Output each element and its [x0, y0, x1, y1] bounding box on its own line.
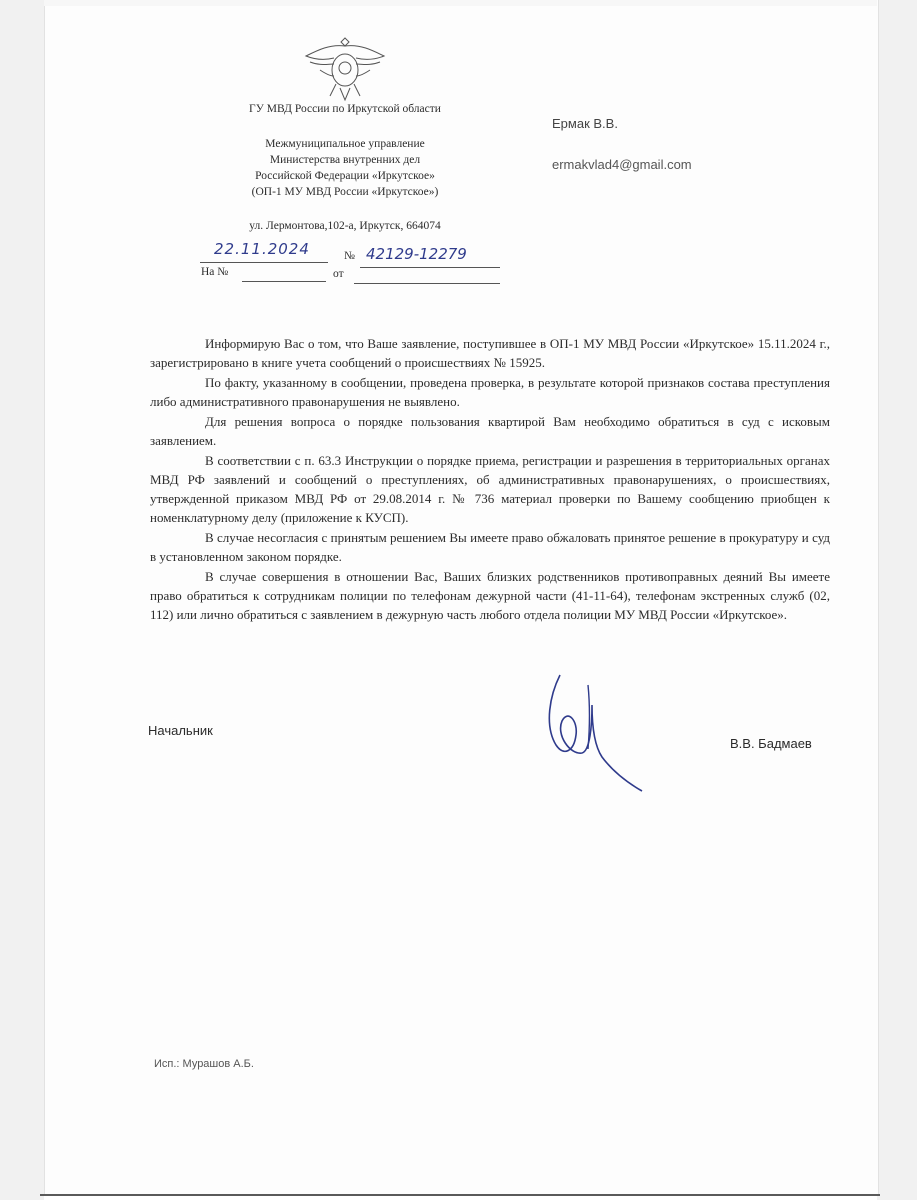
handwritten-number: 42129-12279 [366, 245, 467, 263]
reference-date-label: от [333, 268, 344, 280]
paragraph-instruction: В соответствии с п. 63.3 Инструкции о порядке приема, регистрации и разрешения в территориальных органах МВД РФ заявлений и сообщений о преступлениях, об административных правонарушениях, о происшествиях, утвержденной приказом МВД РФ от 29.08.2014 г. № 736 материал проверки по Вашему сообщению приобщен к номенклатурному делу (приложение к КУСП). [150, 453, 830, 525]
number-underline [360, 267, 500, 268]
right-margin [877, 0, 917, 1200]
paragraph-contacts: В случае совершения в отношении Вас, Ваших близких родственников противоправных деяний Вы имеете право обратиться к сотрудникам полиции по телефонам дежурной части (41-11-64), телефонам экстренных служб (02, 112) или лично обратиться с заявлением в дежурную часть любого отдела полиции МУ МВД России «Иркутское». [150, 569, 830, 622]
sender-address: ул. Лермонтова,102-а, Иркутск, 664074 [249, 220, 441, 232]
recipient-name: Ермак В.В. [552, 116, 618, 131]
signer-position: Начальник [148, 723, 213, 738]
handwritten-date: 22.11.2024 [214, 240, 310, 258]
sender-division-line2: Министерства внутренних дел [269, 154, 421, 166]
eagle-emblem-icon [300, 30, 390, 102]
left-margin [0, 0, 44, 1200]
paragraph-registration: Информирую Вас о том, что Ваше заявление, поступившее в ОП-1 МУ МВД России «Иркутское» 15.11.2024 г., зарегистрировано в книге учета сообщений о происшествиях № 15925. [150, 336, 830, 370]
recipient-email: ermakvlad4@gmail.com [552, 157, 692, 172]
handwritten-signature [530, 665, 650, 795]
sender-division-line1: Межмуниципальное управление [265, 138, 425, 150]
paragraph-inspection: По факту, указанному в сообщении, проведена проверка, в результате которой признаков состава преступления либо административного правонарушения не выявлено. [150, 375, 830, 409]
signer-name: В.В. Бадмаев [730, 736, 812, 751]
reference-number-label: На № [201, 266, 229, 278]
page-bottom-edge [40, 1194, 880, 1196]
paragraph-appeal: В случае несогласия с принятым решением Вы имеете право обжаловать принятое решение в прокуратуру и суд в установленном законом порядке. [150, 530, 830, 564]
executor-note: Исп.: Мурашов А.Б. [154, 1058, 254, 1070]
page-top-edge [44, 0, 877, 6]
sender-organization: ГУ МВД России по Иркутской области [249, 103, 441, 115]
number-label: № [344, 250, 355, 262]
reference-date-line [354, 283, 500, 284]
paragraph-court: Для решения вопроса о порядке пользования квартирой Вам необходимо обратиться в суд с исковым заявлением. [150, 414, 830, 448]
reference-number-line [242, 281, 326, 282]
sender-division-line4: (ОП-1 МУ МВД России «Иркутское») [251, 186, 439, 198]
sender-division-line3: Российской Федерации «Иркутское» [255, 170, 435, 182]
date-underline [200, 262, 328, 263]
letter-body [150, 334, 830, 624]
